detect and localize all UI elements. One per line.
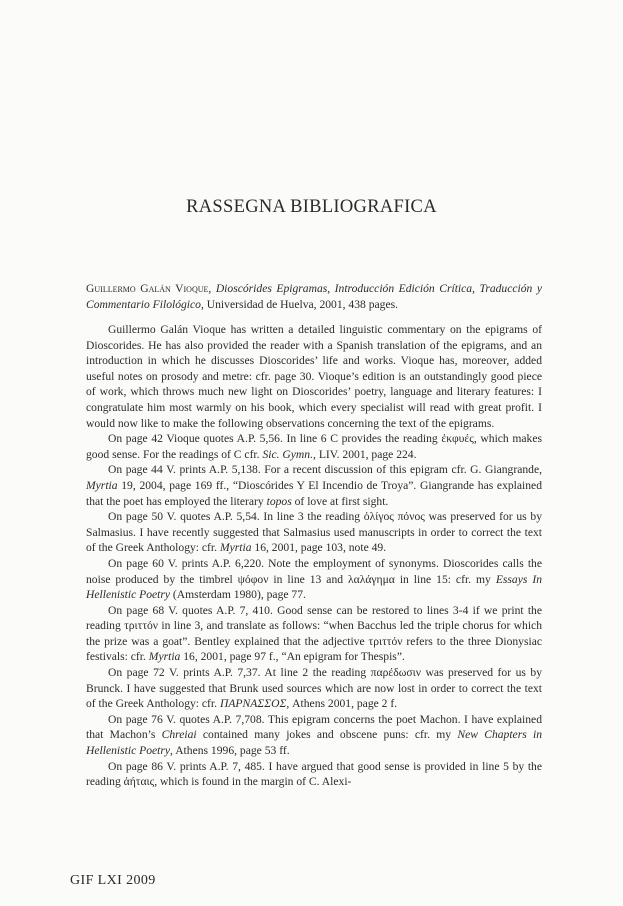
text-run: 16, 2001, page 103, note 49. xyxy=(251,541,387,555)
journal-title: Myrtia xyxy=(86,478,118,492)
paragraph-ap-7-485: On page 86 V. prints A.P. 7, 485. I have argued that good sense is provided in line 5 by the reading ἀήταις, which is found in the margin of C. Alexi- xyxy=(86,759,542,789)
text-run: 16, 2001, page 97 f., “An epigram for Thespis”. xyxy=(180,650,405,664)
paragraph-ap-7-410 xyxy=(86,603,542,665)
journal-title: Sic. Gymn. xyxy=(262,447,314,461)
book-title: Essays In Hellenistic Poetry xyxy=(86,572,542,602)
journal-title: Myrtia xyxy=(219,541,252,555)
text-run: On page 72 V. prints A.P. 7,37. At line 2 the reading παρέδωσιν was preserved for us by Brunck. I have suggested that Brunk used sources which are now lost in order to correct the text of the Greek Anthology: cfr. xyxy=(86,666,542,711)
text-run: contained many jokes and obscene puns: cfr. my xyxy=(196,728,458,742)
text-run: , Athens 1996, page 53 ff. xyxy=(170,744,290,758)
text-run: , Athens 2001, page 2 f. xyxy=(286,697,398,711)
citation-publisher: Universidad de Huelva, 2001, 438 pages. xyxy=(206,297,399,311)
book-title: New Chapters in Hellenistic Poetry xyxy=(86,728,542,758)
paragraph-ap-7-37 xyxy=(86,665,542,712)
review-citation: Guillermo Galán Vioque, Dioscórides Epigramas, Introducción Edición Crítica, Traducción y Commentario Filológico, Universidad de Huelva, 2001, 438 pages. xyxy=(86,282,542,311)
journal-title: ΠΑΡΝΑΣΣΟΣ xyxy=(219,697,287,711)
paragraph-ap-5-138 xyxy=(86,462,542,509)
citation-work-title: Dioscórides Epigramas, Introducción Edición Crítica, Traducción y Commentario Filológico xyxy=(86,282,542,311)
paragraph-intro: Guillermo Galán Vioque has written a detailed linguistic commentary on the epigrams of Dioscorides. He has also provided the reader with a Spanish translation of the epigrams, and an introduction in which he discusses Dioscorides’ life and works. Vioque has, moreover, added useful notes on prosody and metre: cfr. page 30. Vioque’s edition is an outstandingly good piece of work, which throws much new light on Dioscorides’ poetry, language and literary features: I congratulate him most warmly on his book, which every specialist will read with great profit. I would now like to make the following observations concerning the text of the epigrams. xyxy=(86,323,542,430)
page-footer: GIF LXI 2009 xyxy=(70,873,156,888)
text-run: , LIV. 2001, page 224. xyxy=(313,447,417,461)
paragraph-ap-7-708 xyxy=(86,712,542,759)
text-run: On page 68 V. quotes A.P. 7, 410. Good sense can be restored to lines 3-4 if we print the reading τριττόν in line 3, and translate as follows: “when Bacchus led the triple chorus for which the prize was a goat”. Bentley explained that the adjective τριττόν refers to the three Dionysiac festivals: cfr. xyxy=(86,603,542,664)
text-run: On page 60 V. prints A.P. 6,220. Note the employment of synonyms. Dioscorides calls the noise produced by the timbrel ψόφον in line 13 and λαλάγημα in line 15: cfr. my xyxy=(86,556,542,586)
text-run: 19, 2004, page 169 ff., “Dioscórides Y El Incendio de Troya”. Giangrande has explained that the poet has employed the literary xyxy=(86,478,542,508)
text-run: On page 76 V. quotes A.P. 7,708. This epigram concerns the poet Machon. I have explained that Machon’s xyxy=(86,712,542,742)
journal-title: Myrtia xyxy=(148,650,181,664)
text-run: On page 42 Vioque quotes A.P. 5,56. In line 6 C provides the reading ἐκφυές, which makes good sense. For the readings of C cfr. xyxy=(86,432,542,461)
review-body xyxy=(86,322,542,790)
citation-author: Guillermo Galán Vioque xyxy=(86,282,209,295)
paragraph-ap-5-56 xyxy=(86,431,542,462)
italic-term: topos xyxy=(266,494,292,508)
section-title: RASSEGNA BIBLIOGRAFICA xyxy=(186,197,437,217)
text-run: On page 50 V. quotes A.P. 5,54. In line 3 the reading ὀλίγος πόνος was preserved for us by Salmasius. I have recently suggested that Salmasius used manuscripts in order to correct the text of the Greek Anthology: cfr. xyxy=(86,510,542,555)
work-title: Chreiai xyxy=(161,728,197,742)
paragraph-ap-5-54 xyxy=(86,509,542,556)
text-run: of love at first sight. xyxy=(291,494,389,508)
paragraph-ap-6-220 xyxy=(86,556,542,603)
text-run: On page 44 V. prints A.P. 5,138. For a recent discussion of this epigram cfr. G. Giangrande, xyxy=(108,463,542,477)
text-run: (Amsterdam 1980), page 77. xyxy=(170,588,306,602)
